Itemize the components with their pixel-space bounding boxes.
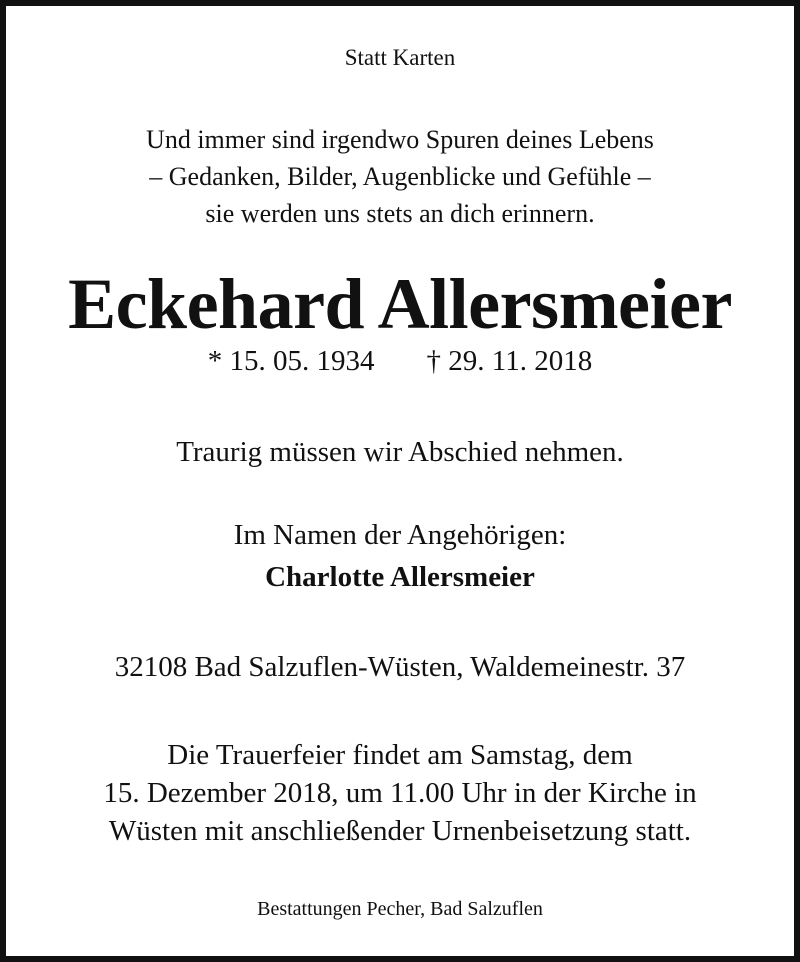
- verse-line: sie werden uns stets an dich erinnern.: [205, 199, 595, 228]
- ceremony-line: 15. Dezember 2018, um 11.00 Uhr in der Kirche in: [103, 777, 697, 809]
- birth-date: * 15. 05. 1934: [207, 345, 375, 377]
- deceased-name: Eckehard Allersmeier: [68, 264, 732, 344]
- family-address: 32108 Bad Salzuflen-Wüsten, Waldemeinestr. 37: [114, 651, 686, 683]
- family-name: Charlotte Allersmeier: [265, 561, 535, 593]
- verse-line: Und immer sind irgendwo Spuren deines Lebens: [146, 125, 654, 154]
- undertaker-credit: Bestattungen Pecher, Bad Salzuflen: [257, 898, 543, 920]
- ceremony-line: Die Trauerfeier findet am Samstag, dem: [167, 739, 633, 771]
- life-dates: [0, 345, 800, 378]
- family-intro: Im Namen der Angehörigen:: [233, 519, 567, 551]
- ceremony-line: Wüsten mit anschließender Urnenbeisetzung statt.: [108, 815, 692, 847]
- notice-header: Statt Karten: [344, 45, 456, 70]
- death-date: † 29. 11. 2018: [426, 345, 593, 377]
- verse-line: – Gedanken, Bilder, Augenblicke und Gefühle –: [149, 162, 651, 191]
- mourning-text: Traurig müssen wir Abschied nehmen.: [176, 436, 624, 468]
- memorial-verse: [0, 121, 800, 232]
- ceremony-details: [0, 736, 800, 850]
